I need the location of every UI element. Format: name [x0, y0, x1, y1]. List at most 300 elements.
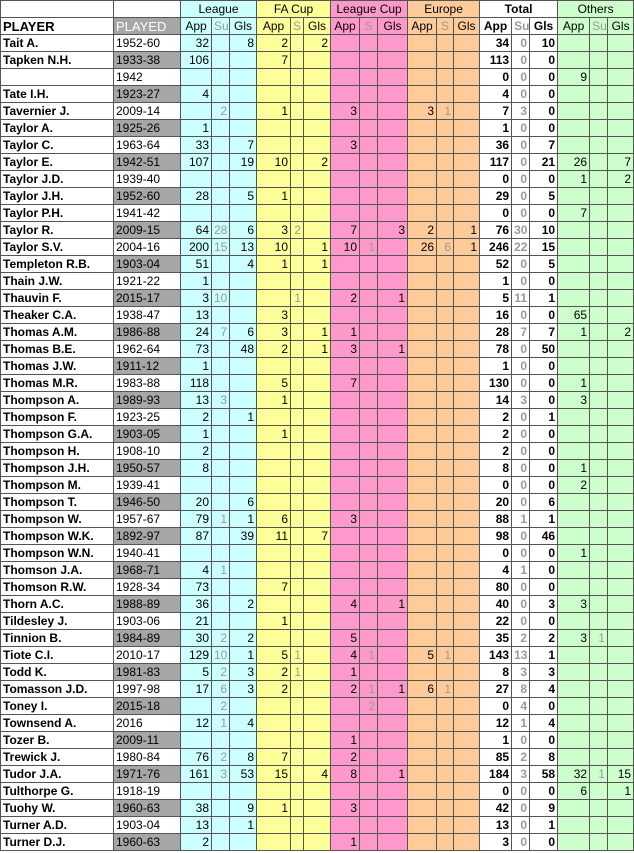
fa-cup-sub-cell: 1 [291, 647, 304, 664]
fa-cup-sub-cell [291, 409, 304, 426]
total-sub-cell: 0 [512, 426, 530, 443]
league-cup-gls-cell [378, 188, 408, 205]
europe-sub-cell: 1 [437, 647, 454, 664]
others-app-cell: 2 [558, 477, 590, 494]
others-app-cell [558, 647, 590, 664]
total-gls-cell: 3 [530, 664, 558, 681]
others-gls-cell [608, 511, 634, 528]
league-app-cell [181, 103, 212, 120]
player-row [1, 443, 634, 460]
league-cup-app-cell [331, 426, 360, 443]
europe-sub-cell [437, 358, 454, 375]
fa-cup-sub-cell [291, 307, 304, 324]
fa-cup-gls-cell [304, 596, 331, 613]
total-sub-cell: 0 [512, 256, 530, 273]
league-cup-gls-cell [378, 783, 408, 800]
played-years-cell: 1939-40 [114, 171, 181, 188]
league-cup-app-cell: 3 [331, 341, 360, 358]
total-sub-cell: 2 [512, 749, 530, 766]
total-gls-cell: 4 [530, 715, 558, 732]
others-app-cell [558, 426, 590, 443]
europe-sub-cell [437, 52, 454, 69]
league-app-cell: 129 [181, 647, 212, 664]
total-gls-cell: 0 [530, 103, 558, 120]
europe-gls-cell [454, 188, 480, 205]
league-cup-app-cell [331, 358, 360, 375]
player-name-cell: Thompson H. [1, 443, 114, 460]
league-cup-gls-cell [378, 834, 408, 851]
europe-gls-cell [454, 562, 480, 579]
eu-gls-header: Gls [454, 18, 480, 35]
fa-cup-sub-cell [291, 613, 304, 630]
europe-sub-cell [437, 800, 454, 817]
total-gls-cell: 10 [530, 222, 558, 239]
player-row [1, 698, 634, 715]
league-gls-cell: 6 [230, 494, 257, 511]
league-cup-app-cell [331, 528, 360, 545]
total-sub-cell: 0 [512, 477, 530, 494]
league-cup-app-cell [331, 256, 360, 273]
total-app-cell: 22 [480, 613, 512, 630]
others-app-cell [558, 358, 590, 375]
total-gls-cell: 7 [530, 137, 558, 154]
fa-cup-app-cell [257, 205, 291, 222]
league-cup-app-cell [331, 52, 360, 69]
league-cup-gls-cell [378, 273, 408, 290]
league-app-cell: 20 [181, 494, 212, 511]
others-gls-cell [608, 222, 634, 239]
league-cup-app-cell: 2 [331, 749, 360, 766]
league-cup-sub-cell [360, 562, 378, 579]
played-years-cell: 1942 [114, 69, 181, 86]
league-cup-gls-cell [378, 511, 408, 528]
europe-app-cell [408, 596, 437, 613]
fa-s-header: S [291, 18, 304, 35]
league-cup-app-cell: 4 [331, 647, 360, 664]
league-app-cell: 2 [181, 834, 212, 851]
europe-gls-cell [454, 205, 480, 222]
played-years-cell: 1963-64 [114, 137, 181, 154]
league-gls-cell: 7 [230, 137, 257, 154]
europe-sub-cell [437, 137, 454, 154]
europe-gls-cell [454, 341, 480, 358]
others-sub-cell [590, 664, 608, 681]
player-name-cell: Tildesley J. [1, 613, 114, 630]
league-sub-cell: 15 [212, 239, 230, 256]
europe-app-cell [408, 171, 437, 188]
player-name-cell: Thomson R.W. [1, 579, 114, 596]
fa-cup-gls-cell [304, 69, 331, 86]
fa-cup-app-cell: 1 [257, 188, 291, 205]
league-cup-sub-cell [360, 290, 378, 307]
total-app-cell: 1 [480, 273, 512, 290]
fa-cup-gls-cell [304, 800, 331, 817]
total-sub-cell: 0 [512, 545, 530, 562]
europe-gls-cell [454, 664, 480, 681]
fa-cup-sub-cell [291, 324, 304, 341]
player-name-cell: Tiote C.I. [1, 647, 114, 664]
player-row [1, 511, 634, 528]
others-gls-cell [608, 239, 634, 256]
league-cup-sub-cell [360, 69, 378, 86]
league-sub-cell [212, 579, 230, 596]
fa-cup-app-cell: 7 [257, 52, 291, 69]
league-cup-gls-cell [378, 664, 408, 681]
total-sub-cell: 0 [512, 205, 530, 222]
others-sub-cell [590, 613, 608, 630]
fa-cup-app-cell: 1 [257, 800, 291, 817]
europe-app-cell [408, 205, 437, 222]
europe-gls-cell [454, 681, 480, 698]
league-cup-sub-cell [360, 817, 378, 834]
others-app-cell [558, 35, 590, 52]
total-sub-cell: 0 [512, 494, 530, 511]
league-cup-app-cell [331, 494, 360, 511]
player-row [1, 154, 634, 171]
league-cup-gls-cell [378, 358, 408, 375]
league-sub-cell [212, 69, 230, 86]
played-years-cell: 1908-10 [114, 443, 181, 460]
others-app-cell [558, 800, 590, 817]
others-sub-cell [590, 528, 608, 545]
player-row [1, 120, 634, 137]
fa-cup-sub-cell [291, 239, 304, 256]
total-gls-cell: 0 [530, 52, 558, 69]
league-cup-app-cell [331, 562, 360, 579]
total-sub-cell: 0 [512, 307, 530, 324]
total-app-cell: 88 [480, 511, 512, 528]
europe-app-cell: 6 [408, 681, 437, 698]
league-cup-app-cell [331, 783, 360, 800]
total-sub-cell: 7 [512, 324, 530, 341]
total-group-header: Total [480, 1, 558, 18]
league-app-cell: 24 [181, 324, 212, 341]
player-name-cell: Taylor J.D. [1, 171, 114, 188]
total-app-cell: 28 [480, 324, 512, 341]
league-app-cell: 4 [181, 562, 212, 579]
fa-cup-app-cell: 11 [257, 528, 291, 545]
league-sub-cell [212, 613, 230, 630]
played-years-cell: 2009-11 [114, 732, 181, 749]
europe-sub-cell [437, 528, 454, 545]
fa-cup-gls-cell [304, 664, 331, 681]
others-app-cell: 1 [558, 324, 590, 341]
europe-app-cell [408, 307, 437, 324]
total-sub-cell: 0 [512, 409, 530, 426]
europe-gls-cell [454, 460, 480, 477]
league-cup-gls-cell [378, 528, 408, 545]
player-row [1, 290, 634, 307]
total-app-cell: 0 [480, 545, 512, 562]
europe-app-cell [408, 477, 437, 494]
league-cup-sub-cell: 1 [360, 647, 378, 664]
league-sub-cell: 10 [212, 647, 230, 664]
played-years-cell: 2015-18 [114, 698, 181, 715]
total-gls-cell: 1 [530, 817, 558, 834]
league-cup-gls-cell [378, 562, 408, 579]
europe-app-cell [408, 137, 437, 154]
europe-sub-cell [437, 460, 454, 477]
played-years-cell: 1928-34 [114, 579, 181, 596]
total-sub-cell: 0 [512, 596, 530, 613]
player-name-cell: Tozer B. [1, 732, 114, 749]
others-app-cell [558, 613, 590, 630]
total-sub-cell: 1 [512, 715, 530, 732]
others-app-cell [558, 120, 590, 137]
fa-cup-app-cell: 15 [257, 766, 291, 783]
league-cup-gls-cell [378, 256, 408, 273]
league-sub-cell: 6 [212, 681, 230, 698]
europe-sub-cell [437, 171, 454, 188]
played-years-cell: 2010-17 [114, 647, 181, 664]
europe-app-cell [408, 494, 437, 511]
others-gls-cell [608, 681, 634, 698]
fa-cup-gls-cell [304, 545, 331, 562]
europe-gls-cell [454, 579, 480, 596]
total-gls-cell: 10 [530, 35, 558, 52]
league-cup-sub-cell [360, 732, 378, 749]
league-app-cell: 32 [181, 35, 212, 52]
league-cup-sub-cell [360, 375, 378, 392]
europe-sub-cell [437, 766, 454, 783]
fa-cup-sub-cell [291, 35, 304, 52]
total-gls-cell: 0 [530, 834, 558, 851]
total-gls-cell: 0 [530, 732, 558, 749]
europe-app-cell [408, 579, 437, 596]
others-sub-cell [590, 800, 608, 817]
league-cup-sub-cell [360, 715, 378, 732]
player-name-cell: Thompson W.N. [1, 545, 114, 562]
fa-cup-sub-cell [291, 52, 304, 69]
league-gls-cell [230, 52, 257, 69]
league-app-cell: 30 [181, 630, 212, 647]
player-row [1, 528, 634, 545]
total-sub-cell: 0 [512, 273, 530, 290]
fa-cup-app-cell: 6 [257, 511, 291, 528]
league-gls-cell [230, 477, 257, 494]
league-sub-cell [212, 443, 230, 460]
fa-cup-app-cell [257, 494, 291, 511]
europe-sub-cell [437, 307, 454, 324]
league-gls-cell: 1 [230, 817, 257, 834]
total-gls-cell: 0 [530, 205, 558, 222]
europe-gls-cell [454, 52, 480, 69]
europe-sub-cell [437, 324, 454, 341]
league-cup-gls-cell [378, 800, 408, 817]
player-row [1, 494, 634, 511]
league-cup-gls-cell [378, 494, 408, 511]
fa-cup-app-cell: 7 [257, 749, 291, 766]
league-gls-cell: 2 [230, 630, 257, 647]
league-app-cell [181, 732, 212, 749]
league-app-cell: 36 [181, 596, 212, 613]
played-years-cell: 1918-19 [114, 783, 181, 800]
league-app-cell: 4 [181, 86, 212, 103]
league-app-cell: 73 [181, 341, 212, 358]
played-years-cell: 1903-04 [114, 256, 181, 273]
total-gls-cell: 0 [530, 375, 558, 392]
total-sub-cell: 0 [512, 613, 530, 630]
league-app-cell: 3 [181, 290, 212, 307]
league-app-cell: 1 [181, 273, 212, 290]
fa-cup-gls-cell [304, 732, 331, 749]
league-gls-cell [230, 426, 257, 443]
played-years-cell: 1988-89 [114, 596, 181, 613]
league-cup-sub-cell [360, 341, 378, 358]
others-gls-cell [608, 273, 634, 290]
fa-cup-gls-cell [304, 579, 331, 596]
europe-app-cell [408, 341, 437, 358]
europe-app-cell: 26 [408, 239, 437, 256]
others-app-cell [558, 732, 590, 749]
league-gls-cell: 8 [230, 749, 257, 766]
total-gls-cell: 5 [530, 256, 558, 273]
player-name-cell: Taylor A. [1, 120, 114, 137]
played-years-cell: 1952-60 [114, 35, 181, 52]
total-gls-cell: 0 [530, 562, 558, 579]
others-app-cell [558, 239, 590, 256]
total-su-header: Su [512, 18, 530, 35]
fa-cup-app-cell: 2 [257, 664, 291, 681]
league-cup-gls-cell: 1 [378, 766, 408, 783]
europe-sub-cell [437, 817, 454, 834]
total-app-cell: 2 [480, 409, 512, 426]
fa-cup-sub-cell [291, 137, 304, 154]
others-sub-cell [590, 477, 608, 494]
others-sub-cell [590, 52, 608, 69]
player-row [1, 562, 634, 579]
europe-sub-cell [437, 273, 454, 290]
total-app-cell: 113 [480, 52, 512, 69]
total-gls-cell: 1 [530, 409, 558, 426]
others-app-cell [558, 698, 590, 715]
league-cup-sub-cell [360, 205, 378, 222]
others-gls-cell [608, 834, 634, 851]
player-row [1, 341, 634, 358]
others-gls-cell: 2 [608, 324, 634, 341]
europe-app-cell [408, 783, 437, 800]
others-gls-cell [608, 188, 634, 205]
fa-cup-app-cell: 1 [257, 256, 291, 273]
league-app-cell: 13 [181, 307, 212, 324]
league-gls-cell [230, 120, 257, 137]
league-cup-app-cell [331, 613, 360, 630]
total-app-cell: 8 [480, 664, 512, 681]
fa-cup-gls-cell: 1 [304, 256, 331, 273]
others-sub-cell [590, 545, 608, 562]
league-app-cell [181, 69, 212, 86]
others-app-cell: 7 [558, 205, 590, 222]
total-app-cell: 1 [480, 120, 512, 137]
others-app-cell [558, 137, 590, 154]
league-gls-cell: 8 [230, 35, 257, 52]
league-cup-app-cell [331, 69, 360, 86]
total-sub-cell: 0 [512, 460, 530, 477]
total-sub-cell: 0 [512, 69, 530, 86]
others-gls-cell [608, 392, 634, 409]
others-sub-cell [590, 239, 608, 256]
europe-sub-cell [437, 511, 454, 528]
league-sub-cell [212, 256, 230, 273]
league-app-cell: 107 [181, 154, 212, 171]
others-sub-cell [590, 834, 608, 851]
europe-sub-cell [437, 86, 454, 103]
total-gls-cell: 0 [530, 120, 558, 137]
europe-gls-cell [454, 630, 480, 647]
played-years-cell: 1938-47 [114, 307, 181, 324]
fa-gls-header: Gls [304, 18, 331, 35]
others-sub-cell [590, 562, 608, 579]
others-gls-cell [608, 596, 634, 613]
league-cup-app-cell [331, 392, 360, 409]
fa-cup-sub-cell: 1 [291, 290, 304, 307]
fa-cup-gls-cell [304, 120, 331, 137]
others-app-cell: 1 [558, 171, 590, 188]
player-row [1, 375, 634, 392]
fa-cup-app-cell [257, 86, 291, 103]
league-gls-cell: 5 [230, 188, 257, 205]
total-sub-cell: 3 [512, 766, 530, 783]
player-row [1, 545, 634, 562]
total-gls-cell: 1 [530, 647, 558, 664]
total-app-cell: 40 [480, 596, 512, 613]
fa-cup-sub-cell [291, 426, 304, 443]
fa-cup-sub-cell [291, 681, 304, 698]
others-sub-cell [590, 698, 608, 715]
europe-gls-cell [454, 494, 480, 511]
europe-app-cell: 5 [408, 647, 437, 664]
league-sub-cell: 1 [212, 511, 230, 528]
league-cup-gls-cell [378, 69, 408, 86]
others-gls-cell [608, 613, 634, 630]
total-sub-cell: 0 [512, 800, 530, 817]
europe-app-cell [408, 749, 437, 766]
europe-app-cell [408, 630, 437, 647]
europe-app-cell [408, 817, 437, 834]
europe-app-cell [408, 273, 437, 290]
fa-cup-app-cell [257, 120, 291, 137]
others-sub-cell [590, 324, 608, 341]
league-cup-group-header: League Cup [331, 1, 408, 18]
others-gls-cell [608, 307, 634, 324]
player-name-cell: Templeton R.B. [1, 256, 114, 273]
europe-gls-cell [454, 171, 480, 188]
league-cup-sub-cell [360, 52, 378, 69]
player-name-cell: Thain J.W. [1, 273, 114, 290]
others-app-cell [558, 256, 590, 273]
total-gls-cell: 0 [530, 579, 558, 596]
league-cup-app-cell: 3 [331, 511, 360, 528]
player-name-cell: Thompson A. [1, 392, 114, 409]
league-cup-sub-cell [360, 834, 378, 851]
league-cup-sub-cell [360, 749, 378, 766]
league-cup-app-cell [331, 188, 360, 205]
league-cup-app-cell: 5 [331, 630, 360, 647]
player-row [1, 664, 634, 681]
league-cup-gls-cell [378, 392, 408, 409]
others-gls-cell [608, 494, 634, 511]
played-years-cell: 1986-88 [114, 324, 181, 341]
fa-cup-gls-cell [304, 562, 331, 579]
total-gls-cell: 0 [530, 426, 558, 443]
league-gls-cell [230, 358, 257, 375]
league-sub-cell [212, 545, 230, 562]
league-cup-sub-cell [360, 511, 378, 528]
fa-cup-app-cell [257, 137, 291, 154]
europe-app-cell [408, 460, 437, 477]
others-app-cell [558, 817, 590, 834]
europe-gls-cell [454, 766, 480, 783]
